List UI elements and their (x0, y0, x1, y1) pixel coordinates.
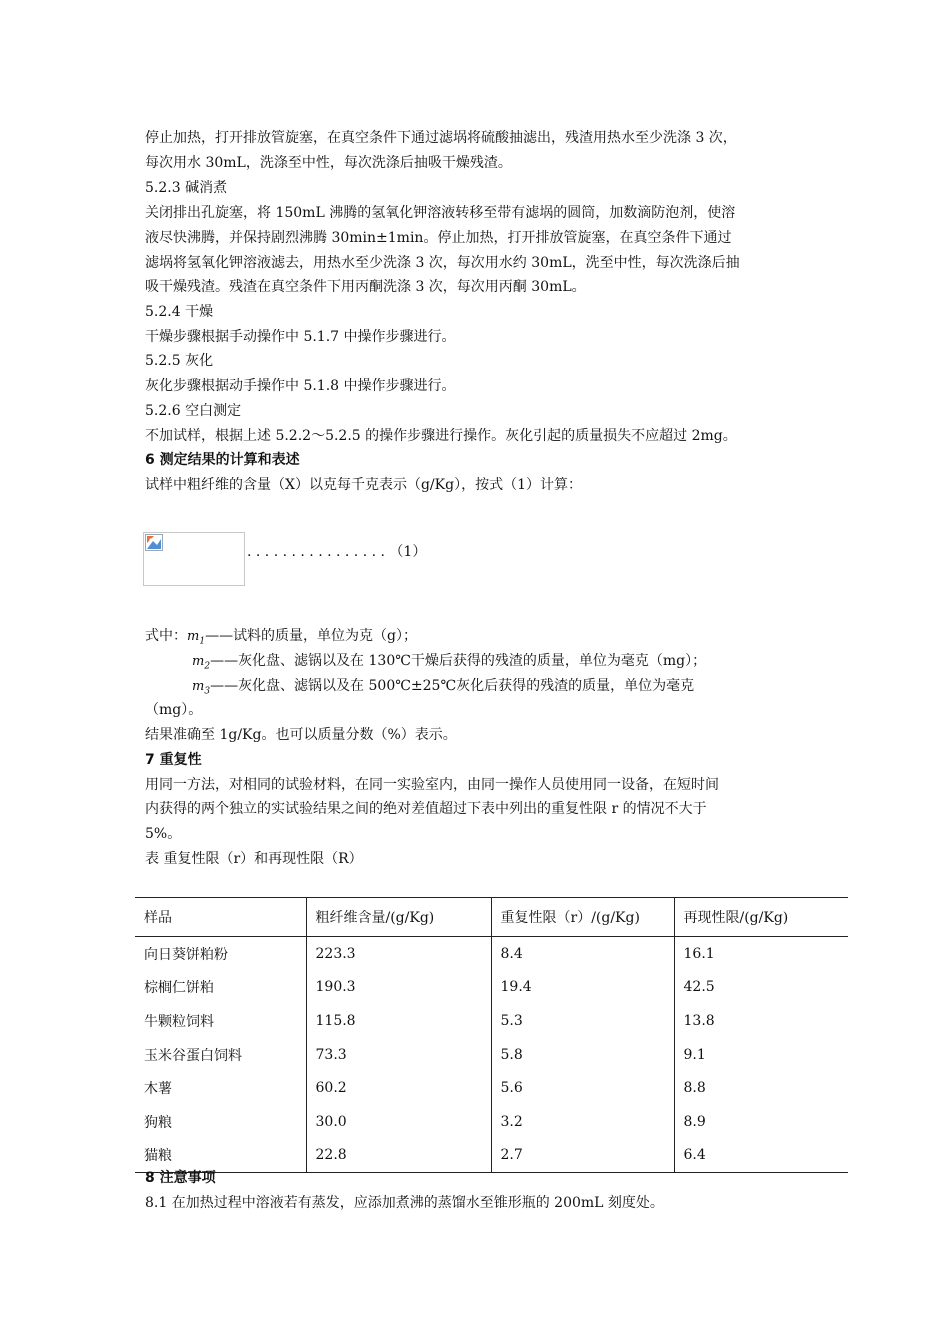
table-cell: 牛颗粒饲料 (144, 1013, 214, 1030)
table-row (135, 1071, 848, 1105)
repeatability-table (135, 897, 848, 1173)
table-cell: 22.8 (306, 1139, 491, 1173)
table-row (135, 1105, 848, 1139)
table-cell: 19.4 (491, 971, 674, 1005)
variable-symbol: $m_3$ (192, 679, 211, 697)
table-cell: 30.0 (306, 1105, 491, 1139)
paragraph-line: 8.1 在加热过程中溶液若有蒸发，应添加煮沸的蒸馏水至锥形瓶的 200mL 刻度处。 (145, 1195, 664, 1211)
table-cell: 60.2 (306, 1071, 491, 1105)
section-heading-5-2-6: 5.2.6 空白测定 (145, 403, 242, 419)
table-cell: 6.4 (674, 1139, 848, 1173)
section-heading-5-2-3: 5.2.3 碱消煮 (145, 180, 228, 196)
table-row (135, 1038, 848, 1072)
paragraph-line: 滤埚将氢氧化钾溶液滤去，用热水至少洗涤 3 次，每次用水约 30mL，洗至中性，每次洗涤后抽 (145, 255, 740, 271)
table-cell: 玉米谷蛋白饲料 (144, 1047, 242, 1064)
table-row (135, 1004, 848, 1038)
paragraph-line: 5%。 (145, 826, 182, 842)
table-cell: 42.5 (674, 971, 848, 1005)
paragraph-line: 关闭排出孔旋塞，将 150mL 沸腾的氢氧化钾溶液转移至带有滤埚的圆筒，加数滴防泡剂，使溶 (145, 205, 736, 221)
table-cell: 13.8 (674, 1004, 848, 1038)
broken-image-icon (145, 534, 165, 552)
column-header: 粗纤维含量/(g/Kg) (306, 898, 491, 937)
paragraph-line: 灰化步骤根据动手操作中 5.1.8 中操作步骤进行。 (145, 378, 456, 394)
table-cell: 8.9 (674, 1105, 848, 1139)
section-heading-5-2-4: 5.2.4 干燥 (145, 304, 214, 320)
table-cell: 狗粮 (144, 1114, 172, 1131)
table-row (135, 1139, 848, 1173)
paragraph-line: 结果准确至 1g/Kg。也可以质量分数（%）表示。 (145, 727, 457, 743)
table-cell: 9.1 (674, 1038, 848, 1072)
table-cell: 5.8 (491, 1038, 674, 1072)
paragraph-line: 液尽快沸腾，并保持剧烈沸腾 30min±1min。停止加热，打开排放管旋塞，在真空条件下通过 (145, 230, 732, 246)
paragraph-line: 停止加热，打开排放管旋塞，在真空条件下通过滤埚将硫酸抽滤出，残渣用热水至少洗涤 3 次， (145, 130, 737, 146)
paragraph-line: 每次用水 30mL，洗涤至中性，每次洗涤后抽吸干燥残渣。 (145, 155, 512, 171)
paragraph-line: 干燥步骤根据手动操作中 5.1.7 中操作步骤进行。 (145, 329, 456, 345)
variable-symbol: $m_1$ (187, 629, 206, 647)
table-row (135, 971, 848, 1005)
section-heading-6: 6 测定结果的计算和表述 (145, 452, 300, 468)
table-row (135, 937, 848, 971)
section-heading-5-2-5: 5.2.5 灰化 (145, 353, 214, 369)
paragraph-line: 用同一方法，对相同的试验材料，在同一实验室内，由同一操作人员使用同一设备，在短时间 (145, 777, 719, 793)
section-heading-7: 7 重复性 (145, 752, 202, 768)
table-cell: 木薯 (144, 1081, 172, 1098)
column-header: 再现性限/(g/Kg) (674, 898, 848, 937)
table-cell: 向日葵饼粕粉 (144, 946, 228, 963)
section-heading-8: 8 注意事项 (145, 1170, 216, 1186)
table-cell: 5.3 (491, 1004, 674, 1038)
column-header: 重复性限（r）/(g/Kg) (491, 898, 674, 937)
variable-definition: $m_2——$灰化盘、滤锅以及在 130℃干燥后获得的残渣的质量，单位为毫克（mg）； (192, 653, 707, 672)
paragraph-line: 内获得的两个独立的实试验结果之间的绝对差值超过下表中列出的重复性限 r 的情况不大于 (145, 801, 707, 817)
table-cell: 115.8 (306, 1004, 491, 1038)
table-header-row (135, 898, 848, 937)
table-cell: 190.3 (306, 971, 491, 1005)
variable-definition: $m_3——$灰化盘、滤锅以及在 500℃±25℃灰化后获得的残渣的质量，单位为毫克 (192, 678, 695, 697)
table-cell: 8.4 (491, 937, 674, 971)
variable-definition: 式中：$m_1——$试料的质量，单位为克（g）； (145, 628, 418, 647)
table-cell: 16.1 (674, 937, 848, 971)
paragraph-line: （mg）。 (145, 702, 203, 718)
formula-number: . . . . . . . . . . . . . . . . （1） (247, 544, 427, 560)
table-cell: 73.3 (306, 1038, 491, 1072)
table-cell: 223.3 (306, 937, 491, 971)
table-caption: 表 重复性限（r）和再现性限（R） (145, 851, 363, 867)
table-cell: 5.6 (491, 1071, 674, 1105)
table-cell: 2.7 (491, 1139, 674, 1173)
table-cell: 猫粮 (144, 1148, 172, 1165)
formula-image (143, 532, 245, 586)
column-header: 样品 (135, 898, 306, 937)
paragraph-line: 试样中粗纤维的含量（X）以克每千克表示（g/Kg），按式（1）计算： (145, 477, 582, 493)
table-cell: 棕榈仁饼粕 (144, 980, 214, 997)
variable-symbol: $m_2$ (192, 654, 211, 672)
table-cell: 8.8 (674, 1071, 848, 1105)
paragraph-line: 不加试样，根据上述 5.2.2～5.2.5 的操作步骤进行操作。灰化引起的质量损失不应超过 2mg。 (145, 428, 737, 444)
paragraph-line: 吸干燥残渣。残渣在真空条件下用丙酮洗涤 3 次，每次用丙酮 30mL。 (145, 279, 586, 295)
table-cell: 3.2 (491, 1105, 674, 1139)
